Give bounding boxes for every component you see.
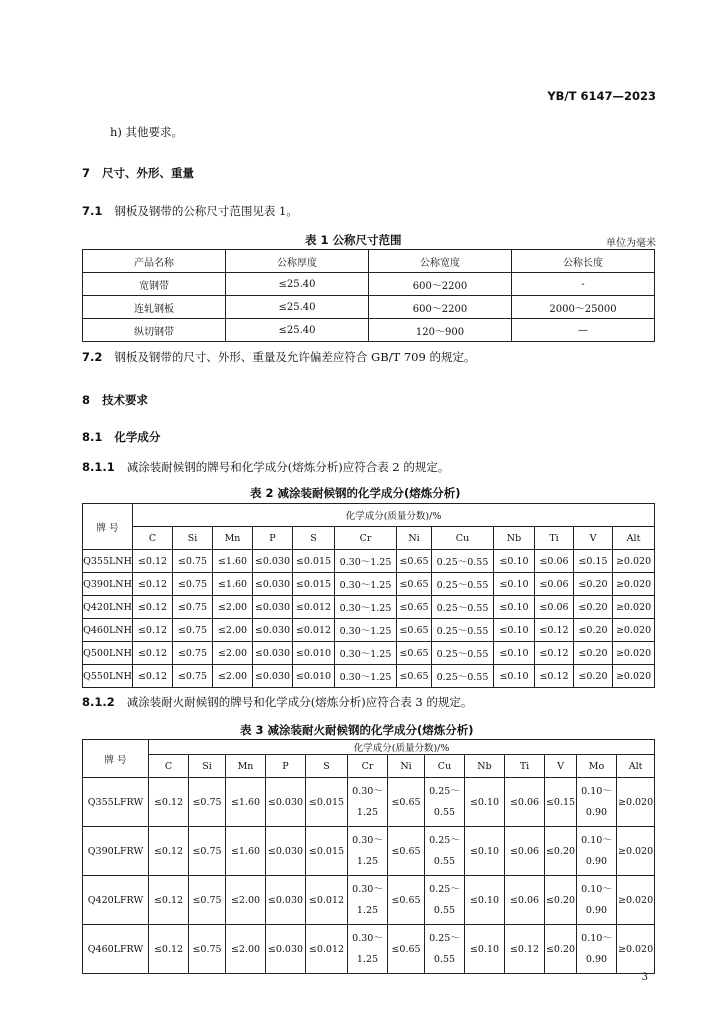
table-cell: ≤0.12 (133, 596, 173, 619)
table-cell: 0.30～ 1.25 (348, 876, 388, 925)
table-cell: ≤0.10 (494, 550, 535, 573)
table-cell: ≤0.10 (494, 573, 535, 596)
table-row (83, 573, 655, 596)
table-cell: ≤0.10 (494, 665, 535, 688)
table-cell: 0.30～ 1.25 (348, 925, 388, 974)
table-cell: ≤0.06 (535, 596, 574, 619)
table-header-cell: 公称厚度 (226, 250, 369, 273)
element-header-cell: Mn (226, 755, 266, 778)
table-cell: ≤0.12 (535, 665, 574, 688)
element-header-cell: Ni (388, 755, 425, 778)
table-cell: ≤0.015 (293, 550, 335, 573)
table-cell: ≤0.010 (293, 642, 335, 665)
table-cell: ≤0.015 (306, 827, 348, 876)
table2-caption: 表 2 减涂装耐候钢的化学成分(熔炼分析) (250, 486, 461, 500)
table-cell: 600～2200 (369, 273, 512, 296)
table-cell: ≤0.06 (535, 550, 574, 573)
table-cell: ≤0.65 (388, 925, 425, 974)
table-header-cell: 公称长度 (512, 250, 655, 273)
clause-title: 化学成分 (114, 430, 161, 444)
table-cell: ≤2.00 (213, 665, 253, 688)
table-cell: ≤1.60 (226, 827, 266, 876)
table-cell: 0.10～ 0.90 (577, 876, 617, 925)
clause-8-1-1 (82, 459, 449, 475)
table-cell: ≤0.20 (574, 642, 613, 665)
table-cell: 0.30～ 1.25 (348, 778, 388, 827)
table-row (83, 319, 655, 342)
table-cell: ≤0.030 (253, 665, 293, 688)
table-cell: ≤0.030 (266, 876, 306, 925)
table-cell: ≤0.030 (266, 827, 306, 876)
element-header-cell: Cu (432, 527, 494, 550)
table-cell: ≤0.12 (149, 778, 189, 827)
clause-7-1 (82, 203, 298, 219)
clause-text: 钢板及钢带的尺寸、外形、重量及允许偏差应符合 GB/T 709 的规定。 (114, 350, 476, 364)
table-cell: 0.25～0.55 (432, 550, 494, 573)
table-cell: ≤0.65 (388, 827, 425, 876)
element-header-cell: C (133, 527, 173, 550)
table-cell: 0.25～ 0.55 (425, 778, 465, 827)
element-header-cell: Nb (465, 755, 505, 778)
table-cell: ≤0.75 (173, 550, 213, 573)
table-cell: 0.25～ 0.55 (425, 827, 465, 876)
table-cell: 0.30～1.25 (335, 596, 397, 619)
table-cell: ≤0.65 (397, 665, 432, 688)
table-cell: ≤0.12 (133, 573, 173, 596)
section-title: 尺寸、外形、重量 (102, 166, 195, 180)
clause-text: 钢板及钢带的公称尺寸范围见表 1。 (114, 204, 298, 218)
element-header-cell: Mn (213, 527, 253, 550)
table-cell: ≤0.10 (494, 619, 535, 642)
section-7-heading (82, 165, 194, 181)
table-cell: ≤0.030 (253, 573, 293, 596)
element-header-cell: Mo (577, 755, 617, 778)
table-cell: ≤0.12 (133, 550, 173, 573)
table-cell: ≤0.65 (397, 596, 432, 619)
table-cell: ≤0.030 (253, 642, 293, 665)
table-cell: ≤2.00 (226, 925, 266, 974)
table-cell: ≤0.75 (173, 619, 213, 642)
section-8-heading (82, 392, 148, 408)
table-cell: ≥0.020 (617, 876, 655, 925)
table-cell: 0.30～1.25 (335, 642, 397, 665)
table1-header-row (83, 250, 655, 273)
element-header-cell: S (306, 755, 348, 778)
table-cell: 0.30～1.25 (335, 619, 397, 642)
table-cell: 0.25～0.55 (432, 596, 494, 619)
table-cell: ≤0.15 (574, 550, 613, 573)
table-cell: ≤0.012 (293, 596, 335, 619)
table-cell: ≤0.65 (397, 642, 432, 665)
table-cell: ≤0.75 (189, 876, 226, 925)
table-cell: 0.25～0.55 (432, 573, 494, 596)
section-title: 技术要求 (102, 393, 149, 407)
table-row (83, 642, 655, 665)
table3 (82, 739, 655, 974)
table-cell: 0.30～1.25 (335, 665, 397, 688)
element-header-cell: Nb (494, 527, 535, 550)
element-header-cell: S (293, 527, 335, 550)
clause-8-1-heading (82, 429, 160, 445)
clause-number: 8.1.2 (82, 695, 115, 709)
table3-group-row (83, 740, 655, 755)
table-cell: 0.10～ 0.90 (577, 778, 617, 827)
table-cell: ≤0.030 (266, 925, 306, 974)
table2 (82, 503, 655, 688)
table-cell: ≤0.010 (293, 665, 335, 688)
table-cell: 0.30～1.25 (335, 550, 397, 573)
table-cell: ≤0.65 (397, 550, 432, 573)
table-cell: 0.25～ 0.55 (425, 876, 465, 925)
table-cell: ≥0.020 (613, 596, 655, 619)
table-row (83, 925, 655, 974)
grade-cell: Q460LFRW (83, 925, 149, 974)
clause-number: 7.1 (82, 204, 103, 218)
element-header-cell: Ni (397, 527, 432, 550)
clause-7-2 (82, 349, 475, 365)
table-cell: 0.25～0.55 (432, 642, 494, 665)
table-cell: ≤1.60 (226, 778, 266, 827)
table-cell: ≤0.75 (173, 596, 213, 619)
composition-header: 化学成分(质量分数)/% (149, 740, 655, 755)
table-cell: ≤0.10 (465, 827, 505, 876)
section-number: 8 (82, 393, 91, 407)
table-cell: ≤0.20 (574, 573, 613, 596)
table-cell: ≤0.20 (545, 925, 577, 974)
table-cell: ≤0.030 (253, 596, 293, 619)
table3-caption: 表 3 减涂装耐火耐候钢的化学成分(熔炼分析) (240, 723, 474, 737)
table-header-cell: 公称宽度 (369, 250, 512, 273)
table-cell: ≤0.12 (535, 642, 574, 665)
table-cell: ≥0.020 (617, 778, 655, 827)
grade-cell: Q460LNH (83, 619, 133, 642)
table-cell: ≤0.10 (465, 876, 505, 925)
table-row (83, 596, 655, 619)
grade-cell: Q390LNH (83, 573, 133, 596)
table-cell: ≤1.60 (213, 550, 253, 573)
table-cell: ≤0.65 (388, 778, 425, 827)
table-cell: ≤0.12 (149, 925, 189, 974)
table-cell: ≤2.00 (213, 596, 253, 619)
element-header-cell: P (253, 527, 293, 550)
table-cell: ≤0.10 (465, 925, 505, 974)
table-cell: ≤0.20 (574, 596, 613, 619)
table-cell: ≥0.020 (613, 550, 655, 573)
item-h: h) 其他要求。 (110, 125, 184, 139)
table1-caption: 表 1 公称尺寸范围 (305, 233, 402, 247)
table-cell: ≤0.06 (505, 778, 545, 827)
element-header-cell: Si (173, 527, 213, 550)
table-cell: ≥0.020 (617, 925, 655, 974)
table-cell: ≤0.012 (306, 925, 348, 974)
table-cell: 120～900 (369, 319, 512, 342)
grade-header: 牌 号 (83, 740, 149, 778)
table-cell: ≤0.12 (505, 925, 545, 974)
table-cell: 0.10～ 0.90 (577, 925, 617, 974)
table-cell: ≤0.06 (535, 573, 574, 596)
table-cell: ≤0.20 (545, 827, 577, 876)
element-header-cell: Alt (613, 527, 655, 550)
table-cell: ≤2.00 (213, 642, 253, 665)
table1 (82, 249, 655, 342)
clause-text: 减涂装耐火耐候钢的牌号和化学成分(熔炼分析)应符合表 3 的规定。 (126, 695, 473, 709)
table-cell: ≤0.75 (173, 642, 213, 665)
table-cell: ≤0.012 (293, 619, 335, 642)
table-cell: ≥0.020 (613, 619, 655, 642)
table-cell: 0.30～1.25 (335, 573, 397, 596)
table-cell: 0.25～0.55 (432, 665, 494, 688)
section-number: 7 (82, 166, 91, 180)
table-cell: 0.10～ 0.90 (577, 827, 617, 876)
table-cell: ≥0.020 (613, 665, 655, 688)
table-cell: ≤0.12 (149, 827, 189, 876)
grade-cell: Q420LNH (83, 596, 133, 619)
table-cell: ≤0.06 (505, 876, 545, 925)
table-header-cell: 产品名称 (83, 250, 226, 273)
element-header-cell: Ti (505, 755, 545, 778)
table-cell: ≤0.030 (266, 778, 306, 827)
table3-element-row (83, 755, 655, 778)
grade-cell: Q355LFRW (83, 778, 149, 827)
table-cell: ≥0.020 (613, 642, 655, 665)
table-cell: — (512, 319, 655, 342)
table-cell: ≤0.65 (397, 573, 432, 596)
table-cell: ≤0.10 (494, 642, 535, 665)
element-header-cell: Cr (335, 527, 397, 550)
element-header-cell: Ti (535, 527, 574, 550)
table-cell: 0.25～ 0.55 (425, 925, 465, 974)
composition-header: 化学成分(质量分数)/% (133, 504, 655, 527)
grade-cell: Q390LFRW (83, 827, 149, 876)
table-cell: ≤0.15 (545, 778, 577, 827)
table-row (83, 273, 655, 296)
table-cell: ≤0.030 (253, 619, 293, 642)
table-cell: ≤25.40 (226, 296, 369, 319)
table-row (83, 827, 655, 876)
table-row (83, 619, 655, 642)
table-row (83, 296, 655, 319)
table-cell: ≤0.12 (535, 619, 574, 642)
table2-element-row (83, 527, 655, 550)
element-header-cell: Cu (425, 755, 465, 778)
table-cell: ≤0.10 (465, 778, 505, 827)
clause-number: 7.2 (82, 350, 103, 364)
table-cell: ≤0.75 (173, 665, 213, 688)
table-cell: 600～2200 (369, 296, 512, 319)
table-cell: ≤2.00 (213, 619, 253, 642)
table-cell: 0.25～0.55 (432, 619, 494, 642)
table-cell: ≤0.015 (306, 778, 348, 827)
clause-number: 8.1.1 (82, 460, 115, 474)
table-cell: ≤2.00 (226, 876, 266, 925)
table-cell: ≥0.020 (617, 827, 655, 876)
table-cell: ≤0.20 (545, 876, 577, 925)
table-cell: ≤0.12 (133, 619, 173, 642)
element-header-cell: C (149, 755, 189, 778)
table-cell: 2000～25000 (512, 296, 655, 319)
element-header-cell: V (545, 755, 577, 778)
table-cell: ≤25.40 (226, 319, 369, 342)
table-cell: ≤0.015 (293, 573, 335, 596)
table-cell: ≤0.012 (306, 876, 348, 925)
table-cell: 0.30～ 1.25 (348, 827, 388, 876)
clause-8-1-2 (82, 694, 472, 710)
element-header-cell: Alt (617, 755, 655, 778)
table-cell: 连轧钢板 (83, 296, 226, 319)
element-header-cell: P (266, 755, 306, 778)
table-cell: ≤0.75 (189, 827, 226, 876)
grade-header: 牌 号 (83, 504, 133, 550)
element-header-cell: Cr (348, 755, 388, 778)
page-number: 3 (641, 972, 648, 983)
standard-code: YB/T 6147—2023 (547, 89, 656, 103)
table-cell: ≤0.12 (149, 876, 189, 925)
table-cell: ≤0.75 (189, 778, 226, 827)
element-header-cell: Si (189, 755, 226, 778)
table-cell: ≤0.030 (253, 550, 293, 573)
grade-cell: Q355LNH (83, 550, 133, 573)
table-cell: ≤0.12 (133, 665, 173, 688)
table-row (83, 876, 655, 925)
table-cell: - (512, 273, 655, 296)
table-cell: ≥0.020 (613, 573, 655, 596)
table2-group-row (83, 504, 655, 527)
table-cell: 纵切钢带 (83, 319, 226, 342)
grade-cell: Q550LNH (83, 665, 133, 688)
table-row (83, 778, 655, 827)
table-cell: ≤0.65 (397, 619, 432, 642)
table-cell: ≤0.12 (133, 642, 173, 665)
table-cell: ≤0.65 (388, 876, 425, 925)
table-cell: ≤25.40 (226, 273, 369, 296)
table-cell: 宽钢带 (83, 273, 226, 296)
element-header-cell: V (574, 527, 613, 550)
table-cell: ≤0.75 (173, 573, 213, 596)
clause-number: 8.1 (82, 430, 103, 444)
table-cell: ≤0.20 (574, 665, 613, 688)
table-row (83, 665, 655, 688)
table-cell: ≤0.75 (189, 925, 226, 974)
table-cell: ≤1.60 (213, 573, 253, 596)
table-cell: ≤0.20 (574, 619, 613, 642)
table-row (83, 550, 655, 573)
grade-cell: Q500LNH (83, 642, 133, 665)
grade-cell: Q420LFRW (83, 876, 149, 925)
table-cell: ≤0.06 (505, 827, 545, 876)
clause-text: 减涂装耐候钢的牌号和化学成分(熔炼分析)应符合表 2 的规定。 (126, 460, 450, 474)
table-cell: ≤0.10 (494, 596, 535, 619)
table1-unit: 单位为毫米 (606, 238, 656, 249)
